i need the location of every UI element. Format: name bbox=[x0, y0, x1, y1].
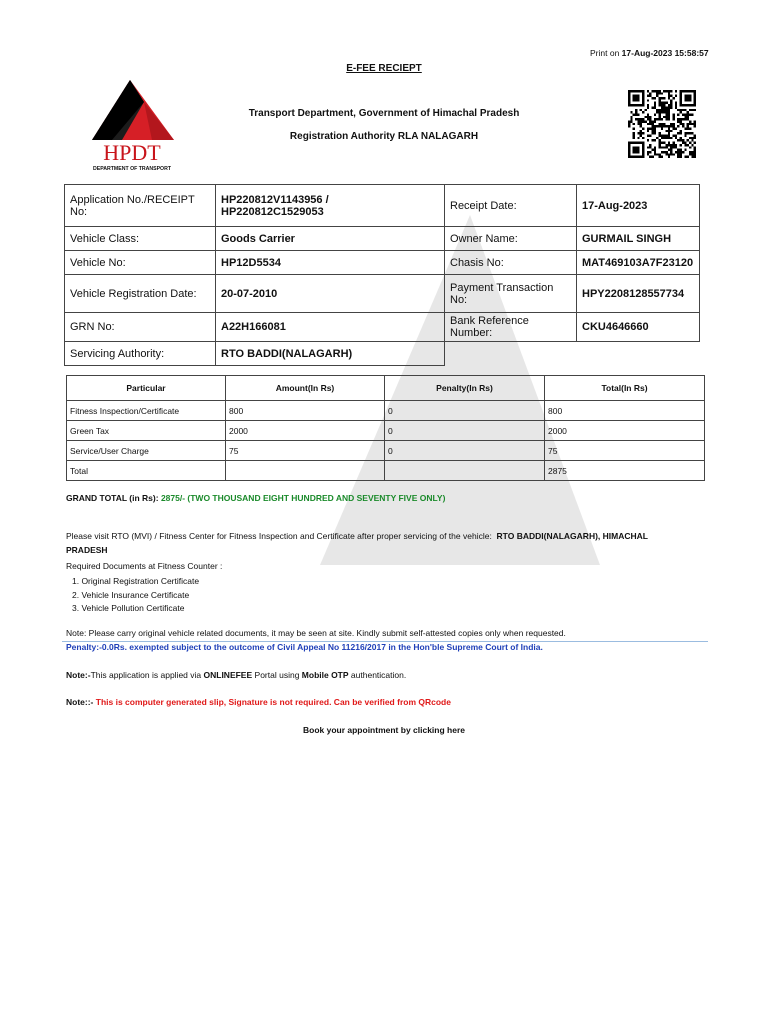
particular-cell: Fitness Inspection/Certificate bbox=[67, 401, 226, 421]
payment-transaction-label: Payment Transaction No: bbox=[445, 275, 577, 313]
penalty-cell: 0 bbox=[385, 401, 545, 421]
grn-value: A22H166081 bbox=[216, 313, 445, 342]
portal-note: Note:-This application is applied via ONLINEFEE Portal using Mobile OTP authentication. bbox=[66, 670, 407, 680]
header-penalty: Penalty(In Rs) bbox=[385, 376, 545, 401]
visit-place: RTO BADDI(NALAGARH), HIMACHAL PRADESH bbox=[66, 531, 648, 555]
print-timestamp: Print on 17-Aug-2023 15:58:57 bbox=[590, 48, 709, 58]
receipt-date-label: Receipt Date: bbox=[445, 185, 577, 227]
required-documents-list bbox=[72, 575, 199, 616]
bank-reference-value: CKU4646660 bbox=[577, 313, 700, 342]
logo-text: HPDT bbox=[103, 140, 161, 165]
total-cell: 75 bbox=[545, 441, 705, 461]
total-cell: 2000 bbox=[545, 421, 705, 441]
table-row bbox=[67, 421, 705, 441]
owner-name-value: GURMAIL SINGH bbox=[577, 227, 700, 251]
vehicle-no-label: Vehicle No: bbox=[65, 251, 216, 275]
registration-date-label: Vehicle Registration Date: bbox=[65, 275, 216, 313]
table-row bbox=[67, 401, 705, 421]
vehicle-no-value: HP12D5534 bbox=[216, 251, 445, 275]
visit-instruction: Please visit RTO (MVI) / Fitness Center for Fitness Inspection and Certificate after proper servicing of the vehicle: RTO BADDI(NALAGARH), HIMACHAL PRADESH bbox=[66, 531, 648, 555]
amount-cell: 75 bbox=[226, 441, 385, 461]
penalty-cell: 0 bbox=[385, 441, 545, 461]
page-title: E-FEE RECIEPT bbox=[346, 63, 422, 74]
grand-total: GRAND TOTAL (in Rs): 2875/- (TWO THOUSAND EIGHT HUNDRED AND SEVENTY FIVE ONLY) bbox=[66, 493, 446, 503]
table-row bbox=[67, 461, 705, 481]
total-cell: 2875 bbox=[545, 461, 705, 481]
payment-transaction-value: HPY2208128557734 bbox=[577, 275, 700, 313]
header-total: Total(In Rs) bbox=[545, 376, 705, 401]
vehicle-class-value: Goods Carrier bbox=[216, 227, 445, 251]
fee-table bbox=[66, 375, 705, 481]
amount-cell: 2000 bbox=[226, 421, 385, 441]
vehicle-class-label: Vehicle Class: bbox=[65, 227, 216, 251]
list-item: 1. Original Registration Certificate bbox=[72, 576, 200, 586]
servicing-authority-label: Servicing Authority: bbox=[65, 342, 216, 366]
bank-reference-label: Bank Reference Number: bbox=[445, 313, 577, 342]
carry-documents-note: Note: Please carry original vehicle related documents, it may be seen at site. Kindly submit self-attested copies only when requested. bbox=[66, 628, 566, 638]
department-name: Transport Department, Government of Himachal Pradesh bbox=[248, 108, 520, 119]
logo-subtitle: DEPARTMENT OF TRANSPORT bbox=[92, 166, 172, 172]
receipt-date-value: 17-Aug-2023 bbox=[577, 185, 700, 227]
particular-cell: Green Tax bbox=[67, 421, 226, 441]
particular-cell: Total bbox=[67, 461, 226, 481]
application-value: HP220812V1143956 / HP220812C1529053 bbox=[216, 185, 445, 227]
owner-name-label: Owner Name: bbox=[445, 227, 577, 251]
table-row bbox=[67, 441, 705, 461]
registration-authority: Registration Authority RLA NALAGARH bbox=[289, 131, 479, 142]
total-cell: 800 bbox=[545, 401, 705, 421]
grn-label: GRN No: bbox=[65, 313, 216, 342]
amount-cell: 800 bbox=[226, 401, 385, 421]
servicing-authority-value: RTO BADDI(NALAGARH) bbox=[216, 342, 445, 366]
signature-note: Note::- This is computer generated slip, Signature is not required. Can be verified from QRcode bbox=[66, 697, 451, 707]
empty-cell bbox=[445, 342, 700, 366]
chasis-value: MAT469103A7F23120 bbox=[577, 251, 700, 275]
header-amount: Amount(In Rs) bbox=[226, 376, 385, 401]
hpdt-logo bbox=[82, 78, 182, 173]
registration-date-value: 20-07-2010 bbox=[216, 275, 445, 313]
chasis-label: Chasis No: bbox=[445, 251, 577, 275]
required-documents-heading: Required Documents at Fitness Counter : bbox=[66, 561, 223, 571]
fee-table-header bbox=[67, 376, 705, 401]
penalty-cell bbox=[385, 461, 545, 481]
book-appointment-link[interactable]: Book your appointment by clicking here bbox=[303, 725, 465, 735]
grand-total-value: 2875/- (TWO THOUSAND EIGHT HUNDRED AND SEVENTY FIVE ONLY) bbox=[160, 493, 446, 503]
qr-code[interactable] bbox=[628, 90, 696, 158]
particular-cell: Service/User Charge bbox=[67, 441, 226, 461]
vehicle-info-table bbox=[64, 184, 700, 366]
list-item: 3. Vehicle Pollution Certificate bbox=[72, 603, 185, 613]
application-label: Application No./RECEIPT No: bbox=[65, 185, 216, 227]
list-item: 2. Vehicle Insurance Certificate bbox=[72, 589, 190, 600]
header-particular: Particular bbox=[67, 376, 226, 401]
penalty-cell: 0 bbox=[385, 421, 545, 441]
penalty-note: Penalty:-0.0Rs. exempted subject to the outcome of Civil Appeal No 11216/2017 in the Hon'ble Supreme Court of India. bbox=[66, 642, 543, 652]
amount-cell bbox=[226, 461, 385, 481]
